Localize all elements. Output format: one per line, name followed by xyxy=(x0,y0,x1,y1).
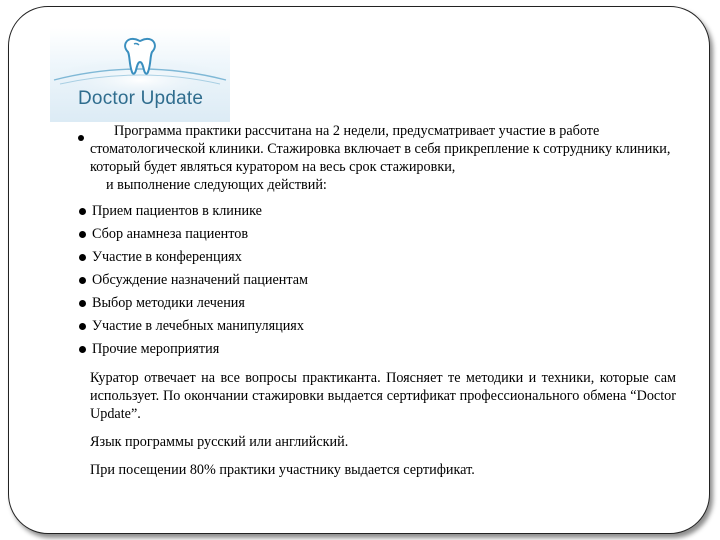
bullet-icon xyxy=(79,231,86,238)
bullet-icon xyxy=(79,277,86,284)
bullet-icon xyxy=(79,208,86,215)
activities-list xyxy=(78,202,678,363)
list-item: Участие в конференциях xyxy=(78,248,678,271)
list-item: Сбор анамнеза пациентов xyxy=(78,225,678,248)
list-item: Обсуждение назначений пациентам xyxy=(78,271,678,294)
list-item: Выбор методики лечения xyxy=(78,294,678,317)
intro-paragraph xyxy=(78,122,678,194)
curator-paragraph: Куратор отвечает на все вопросы практиканта. Поясняет те методики и техники, которые сам использует. По окончании стажировки выдается сертификат профессионального обмена “Doctor Update”. xyxy=(90,370,676,422)
certificate-paragraph: При посещении 80% практики участнику выдается сертификат. xyxy=(90,462,475,478)
bullet-icon xyxy=(79,300,86,307)
bullet-icon xyxy=(79,346,86,353)
bullet-icon xyxy=(79,323,86,330)
bullet-icon xyxy=(78,128,84,146)
bullet-icon xyxy=(79,254,86,261)
list-item: Прием пациентов в клинике xyxy=(78,202,678,225)
doctor-update-logo xyxy=(50,28,230,122)
logo-text: Doctor Update xyxy=(78,88,204,109)
intro-text: Программа практики рассчитана на 2 недели, предусматривает участие в работе стоматологической клиники. Стажировка включает в себя прикрепление к сотруднику клиники, который будет являться куратором на весь срок стажировки, xyxy=(90,123,671,175)
language-paragraph: Язык программы русский или английский. xyxy=(90,434,349,450)
slide-content xyxy=(78,122,678,479)
list-item: Прочие мероприятия xyxy=(78,340,678,363)
intro-text-end: и выполнение следующих действий: xyxy=(106,177,327,193)
list-item: Участие в лечебных манипуляциях xyxy=(78,317,678,340)
